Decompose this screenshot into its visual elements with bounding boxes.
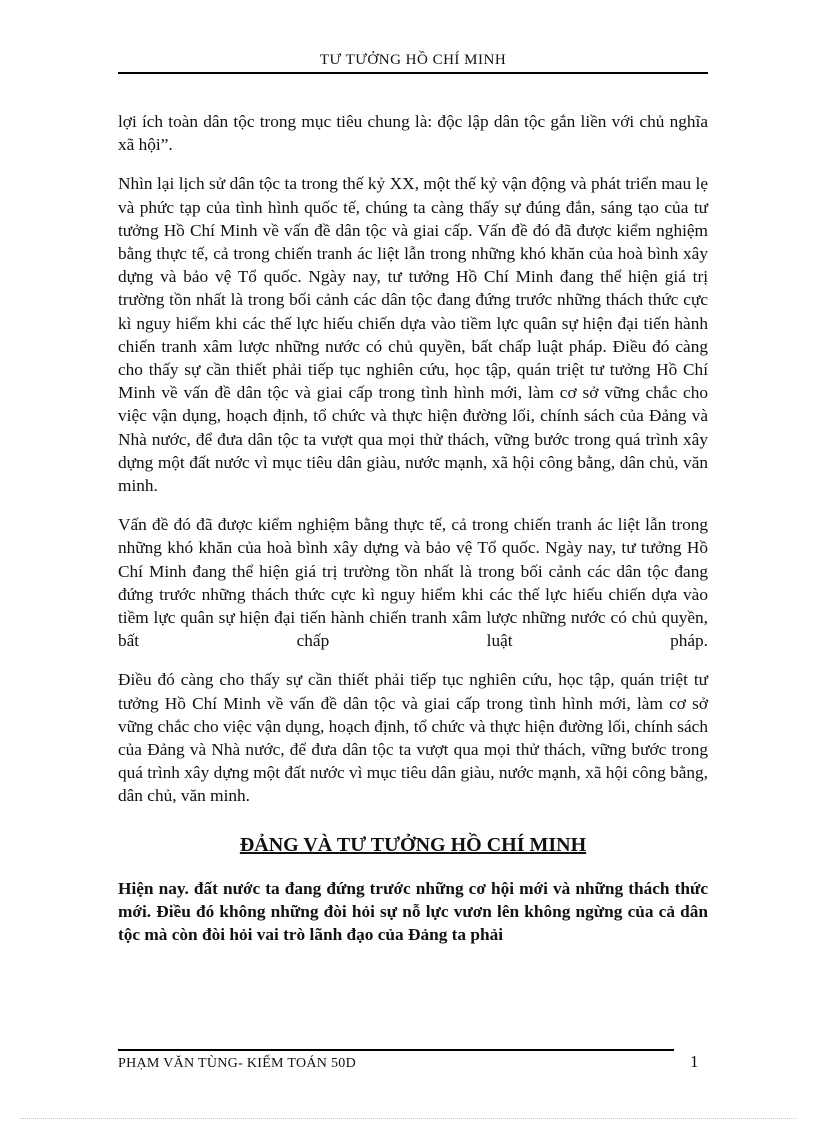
paragraph: Vấn đề đó đã được kiểm nghiệm bằng thực tế, cả trong chiến tranh ác liệt lẫn trong những khó khăn của hoà bình xây dựng và bảo vệ Tổ quốc. Ngày nay, tư tưởng Hồ Chí Minh đang thể hiện giá trị trường tồn nhất là trong bối cảnh các dân tộc đang đứng trước những thách thức cực kì nguy hiểm khi các thế lực hiếu chiến dựa vào tiềm lực quân sự hiện đại tiến hành chiến tranh xâm lược những nước có chủ quyền, bất chấp luật pháp. xyxy=(118,515,708,651)
paragraph: lợi ích toàn dân tộc trong mục tiêu chung là: độc lập dân tộc gắn liền với chủ nghĩa xã hội”. xyxy=(118,112,708,155)
paragraph: Nhìn lại lịch sử dân tộc ta trong thế kỷ XX, một thế kỷ vận động và phát triển mau lẹ và phức tạp của tình hình quốc tế, chúng ta càng thấy sự đúng đắn, sáng tạo của tư tưởng Hồ Chí Minh về vấn đề dân tộc và giai cấp. Vấn đề đó đã được kiểm nghiệm bằng thực tế, cả trong chiến tranh ác liệt lẫn trong những khó khăn của hoà bình xây dựng và bảo vệ Tổ quốc. Ngày nay, tư tưởng Hồ Chí Minh đang thể hiện giá trị trường tồn nhất là trong bối cảnh các dân tộc đang đứng trước những thách thức cực kì nguy hiểm khi các thế lực hiếu chiến dựa vào tiềm lực quân sự hiện đại tiến hành chiến tranh xâm lược những nước có chủ quyền, bất chấp luật pháp. Điều đó càng cho thấy sự cần thiết phải tiếp tục nghiên cứu, học tập, quán triệt tư tưởng Hồ Chí Minh về vấn đề dân tộc và giai cấp trong tình hình mới, làm cơ sở vững chắc cho việc vận dụng, hoạch định, tổ chức và thực hiện đường lối, chính sách của Đảng và Nhà nước, để đưa dân tộc ta vượt qua mọi thử thách, vững bước trong quá trình xây dựng một đất nước vì mục tiêu dân giàu, nước mạnh, xã hội công bằng, dân chủ, văn minh. xyxy=(118,174,708,496)
section-heading: ĐẢNG VÀ TƯ TƯỞNG HỒ CHÍ MINH xyxy=(239,833,587,856)
footer-author: PHẠM VĂN TÙNG- KIỂM TOÁN 50D xyxy=(118,1056,356,1071)
paragraph: Điều đó càng cho thấy sự cần thiết phải tiếp tục nghiên cứu, học tập, quán triệt tư tưởng Hồ Chí Minh về vấn đề dân tộc và giai cấp trong tình hình mới, làm cơ sở vững chắc cho việc vận dụng, hoạch định, tổ chức và thực hiện đường lối, chính sách của Đảng và Nhà nước, để đưa dân tộc ta vượt qua mọi thử thách, vững bước trong quá trình xây dựng một đất nước vì mục tiêu dân giàu, nước mạnh, xã hội công bằng, dân chủ, văn minh. xyxy=(118,670,708,806)
running-header: TƯ TƯỞNG HỒ CHÍ MINH xyxy=(319,52,507,68)
page-edge xyxy=(20,1118,796,1119)
section-intro: Hiện nay. đất nước ta đang đứng trước những cơ hội mới và những thách thức mới. Điều đó không những đòi hỏi sự nỗ lực vươn lên không ngừng của cả dân tộc mà còn đòi hỏi vai trò lãnh đạo của Đảng ta phải xyxy=(118,878,708,945)
document-body xyxy=(118,110,708,963)
header-rule xyxy=(118,72,708,74)
footer-rule xyxy=(118,1049,674,1051)
page-number: 1 xyxy=(690,1052,699,1071)
